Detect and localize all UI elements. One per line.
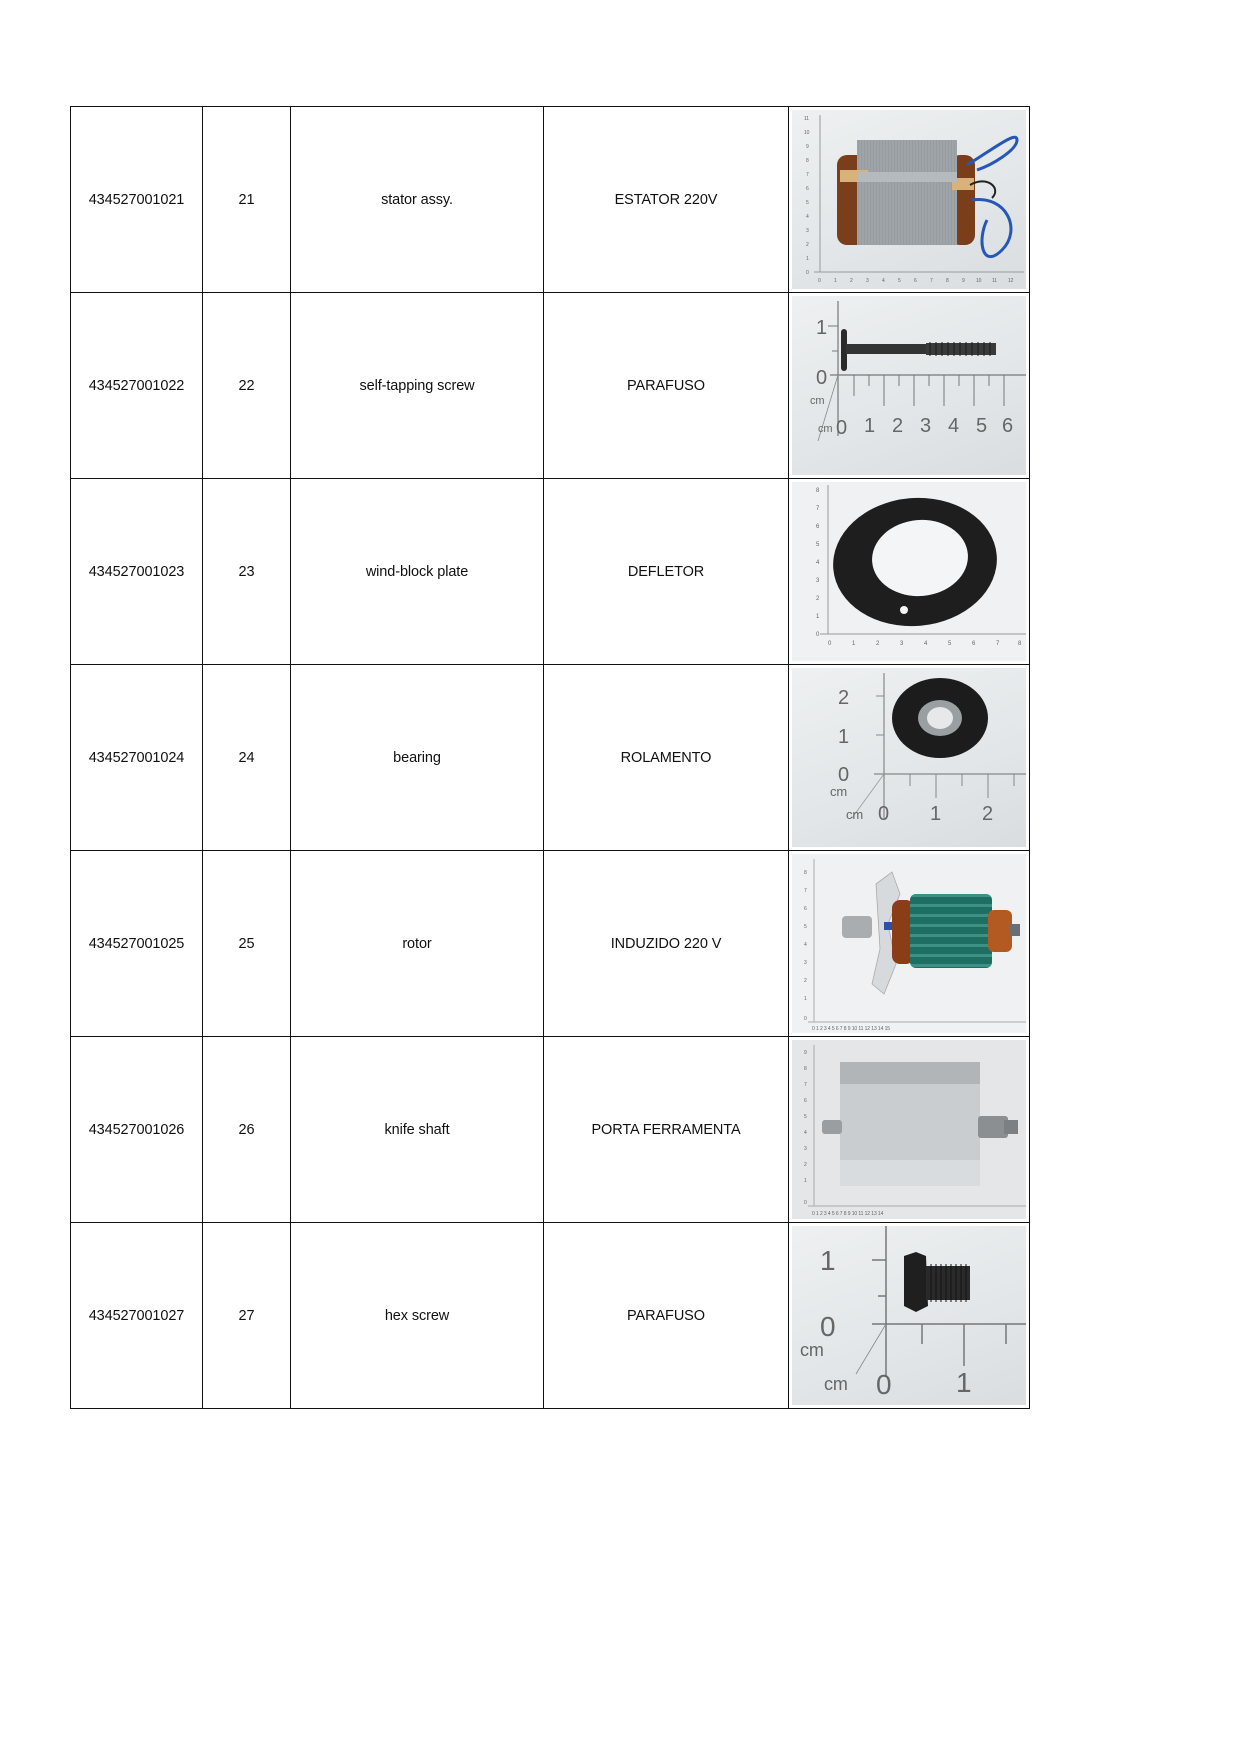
svg-text:6: 6 (914, 278, 917, 284)
description-pt-cell: DEFLETOR (544, 479, 789, 665)
svg-text:7: 7 (816, 506, 820, 512)
svg-text:4: 4 (806, 214, 809, 220)
svg-text:0: 0 (806, 270, 809, 276)
svg-text:0: 0 (876, 1369, 892, 1400)
svg-text:1: 1 (820, 1245, 836, 1276)
svg-text:1: 1 (838, 726, 850, 748)
description-pt-cell: PORTA FERRAMENTA (544, 1037, 789, 1223)
svg-text:1: 1 (806, 256, 809, 262)
svg-text:5: 5 (816, 542, 820, 548)
svg-text:0: 0 (828, 641, 832, 647)
svg-text:1: 1 (930, 803, 942, 825)
svg-text:6: 6 (804, 906, 807, 912)
position-cell: 26 (203, 1037, 291, 1223)
description-en-cell: hex screw (291, 1223, 544, 1409)
svg-text:7: 7 (996, 641, 1000, 647)
svg-text:4: 4 (804, 942, 807, 948)
position-cell: 21 (203, 107, 291, 293)
image-cell (789, 851, 1030, 1037)
svg-text:9: 9 (962, 278, 965, 284)
svg-text:5: 5 (976, 415, 988, 437)
description-en-cell: knife shaft (291, 1037, 544, 1223)
svg-text:0: 0 (804, 1016, 807, 1022)
svg-text:9: 9 (804, 1050, 807, 1056)
svg-text:11: 11 (992, 278, 997, 284)
svg-text:4: 4 (816, 560, 820, 566)
svg-text:8: 8 (1018, 641, 1022, 647)
svg-text:2: 2 (804, 1162, 807, 1168)
svg-text:7: 7 (930, 278, 933, 284)
svg-text:0: 0 (836, 417, 848, 439)
svg-text:5: 5 (806, 200, 809, 206)
svg-text:1: 1 (804, 996, 807, 1002)
svg-text:0: 0 (878, 803, 890, 825)
svg-text:11: 11 (804, 116, 809, 122)
svg-text:1: 1 (816, 317, 828, 339)
svg-text:7: 7 (804, 1082, 807, 1088)
knife-shaft-photo (792, 1040, 1026, 1219)
svg-text:4: 4 (804, 1130, 807, 1136)
svg-text:1: 1 (864, 415, 876, 437)
stator-illustration (792, 110, 1026, 289)
deflector-plate-photo (792, 482, 1026, 661)
svg-text:5: 5 (804, 924, 807, 930)
image-cell (789, 479, 1030, 665)
svg-text:5: 5 (898, 278, 901, 284)
description-pt-cell: ROLAMENTO (544, 665, 789, 851)
svg-text:8: 8 (946, 278, 949, 284)
svg-text:0 1 2 3 4 5 6 7 8 9 10 11 12 1: 0 1 2 3 4 5 6 7 8 9 10 11 12 13 14 15 (812, 1026, 890, 1032)
rotor-illustration (792, 854, 1026, 1033)
description-en-cell: wind-block plate (291, 479, 544, 665)
description-pt-cell: ESTATOR 220V (544, 107, 789, 293)
position-cell: 27 (203, 1223, 291, 1409)
description-pt-cell: PARAFUSO (544, 293, 789, 479)
svg-text:cm: cm (824, 1374, 848, 1394)
svg-text:6: 6 (972, 641, 976, 647)
part-number-cell: 434527001023 (71, 479, 203, 665)
part-number-cell: 434527001026 (71, 1037, 203, 1223)
image-cell (789, 293, 1030, 479)
knife-shaft-illustration (792, 1040, 1026, 1219)
part-number-cell: 434527001025 (71, 851, 203, 1037)
svg-text:8: 8 (806, 158, 809, 164)
svg-text:4: 4 (924, 641, 928, 647)
svg-text:3: 3 (804, 960, 807, 966)
svg-text:3: 3 (816, 578, 820, 584)
svg-text:1: 1 (852, 641, 856, 647)
description-en-cell: rotor (291, 851, 544, 1037)
svg-text:6: 6 (1002, 415, 1014, 437)
svg-text:7: 7 (804, 888, 807, 894)
position-cell: 23 (203, 479, 291, 665)
svg-text:3: 3 (920, 415, 932, 437)
svg-text:2: 2 (806, 242, 809, 248)
description-pt-cell: INDUZIDO 220 V (544, 851, 789, 1037)
svg-text:4: 4 (948, 415, 960, 437)
image-cell (789, 665, 1030, 851)
image-cell (789, 107, 1030, 293)
svg-text:2: 2 (982, 803, 994, 825)
svg-text:1: 1 (804, 1178, 807, 1184)
description-en-cell: stator assy. (291, 107, 544, 293)
svg-text:2: 2 (892, 415, 904, 437)
svg-text:2: 2 (838, 687, 850, 709)
svg-text:0: 0 (820, 1311, 836, 1342)
svg-text:2: 2 (804, 978, 807, 984)
svg-text:2: 2 (850, 278, 853, 284)
svg-text:cm: cm (800, 1340, 824, 1360)
description-en-cell: self-tapping screw (291, 293, 544, 479)
svg-text:4: 4 (882, 278, 885, 284)
wind-block-plate-illustration (792, 482, 1026, 661)
rotor-photo (792, 854, 1026, 1033)
svg-text:0: 0 (818, 278, 821, 284)
svg-text:7: 7 (806, 172, 809, 178)
svg-text:8: 8 (804, 870, 807, 876)
description-pt-cell: PARAFUSO (544, 1223, 789, 1409)
svg-text:8: 8 (816, 488, 820, 494)
bearing-illustration (792, 668, 1026, 847)
table-row (71, 479, 1030, 665)
svg-text:0 1 2 3 4 5 6 7 8 9 10 11 12 1: 0 1 2 3 4 5 6 7 8 9 10 11 12 13 14 (812, 1211, 884, 1217)
screw-photo (792, 296, 1026, 475)
table-row (71, 1223, 1030, 1409)
svg-text:10: 10 (804, 130, 810, 136)
stator-photo (792, 110, 1026, 289)
svg-text:cm: cm (830, 784, 848, 799)
svg-text:10: 10 (976, 278, 982, 284)
svg-text:cm: cm (846, 807, 864, 822)
svg-text:12: 12 (1008, 278, 1014, 284)
svg-text:1: 1 (816, 614, 820, 620)
svg-text:6: 6 (816, 524, 820, 530)
table-row (71, 851, 1030, 1037)
svg-text:9: 9 (806, 144, 809, 150)
svg-text:0: 0 (838, 764, 850, 786)
svg-text:1: 1 (956, 1367, 972, 1398)
svg-text:0: 0 (816, 632, 820, 638)
svg-text:5: 5 (804, 1114, 807, 1120)
hex-screw-illustration (792, 1226, 1026, 1405)
svg-text:3: 3 (866, 278, 869, 284)
svg-text:2: 2 (816, 596, 820, 602)
svg-text:6: 6 (804, 1098, 807, 1104)
position-cell: 22 (203, 293, 291, 479)
svg-text:3: 3 (804, 1146, 807, 1152)
image-cell (789, 1037, 1030, 1223)
bearing-photo (792, 668, 1026, 847)
svg-text:8: 8 (804, 1066, 807, 1072)
position-cell: 25 (203, 851, 291, 1037)
part-number-cell: 434527001021 (71, 107, 203, 293)
parts-table (70, 106, 1030, 1409)
part-number-cell: 434527001024 (71, 665, 203, 851)
svg-text:6: 6 (806, 186, 809, 192)
self-tapping-screw-illustration (792, 296, 1026, 475)
svg-text:1: 1 (834, 278, 837, 284)
svg-text:2: 2 (876, 641, 880, 647)
table-row (71, 293, 1030, 479)
description-en-cell: bearing (291, 665, 544, 851)
svg-text:3: 3 (900, 641, 904, 647)
svg-text:3: 3 (806, 228, 809, 234)
svg-text:cm: cm (810, 395, 825, 407)
svg-text:0: 0 (816, 367, 828, 389)
position-cell: 24 (203, 665, 291, 851)
part-number-cell: 434527001027 (71, 1223, 203, 1409)
svg-text:0: 0 (804, 1200, 807, 1206)
part-number-cell: 434527001022 (71, 293, 203, 479)
table-row (71, 107, 1030, 293)
svg-text:cm: cm (818, 423, 833, 435)
hex-screw-photo (792, 1226, 1026, 1405)
table-row (71, 665, 1030, 851)
table-row (71, 1037, 1030, 1223)
image-cell (789, 1223, 1030, 1409)
svg-text:5: 5 (948, 641, 952, 647)
